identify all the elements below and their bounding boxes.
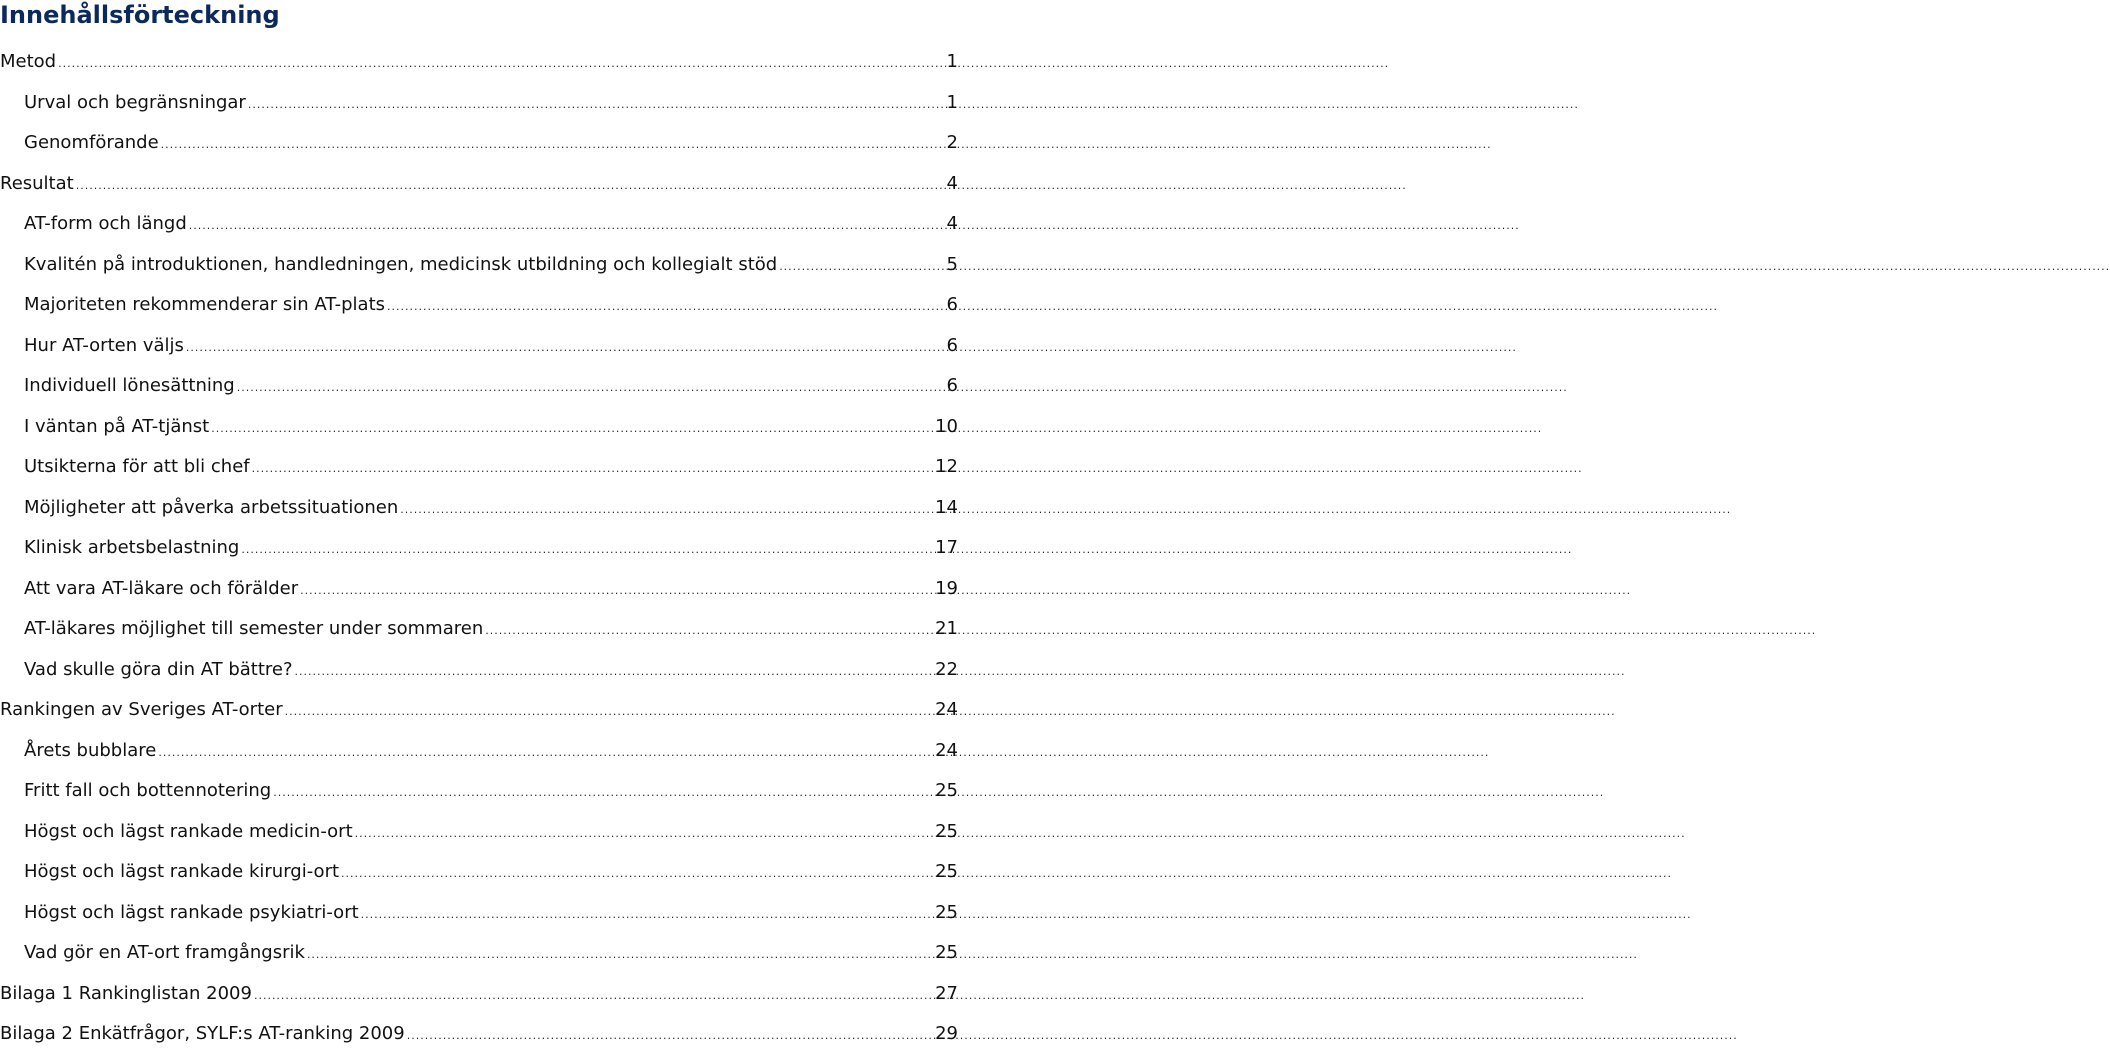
toc-entry[interactable] <box>0 650 958 691</box>
toc-dot-leader <box>307 935 933 976</box>
toc-entry-title: Majoriteten rekommenderar sin AT-plats <box>24 294 386 315</box>
toc-entry[interactable] <box>0 1014 958 1055</box>
toc-page-number: 25 <box>935 942 958 963</box>
toc-dot-leader <box>485 611 933 652</box>
toc-page-number: 1 <box>946 91 958 113</box>
toc-entry[interactable] <box>0 488 958 529</box>
toc-page-number: 25 <box>935 861 958 882</box>
toc-page-number: 6 <box>946 334 958 356</box>
toc-entry[interactable] <box>0 204 958 245</box>
toc-dot-leader <box>58 44 944 85</box>
toc-entry-title: Resultat <box>0 172 74 194</box>
toc-entry[interactable] <box>0 366 958 407</box>
toc-dot-leader <box>273 773 933 814</box>
toc-entry-title: Genomförande <box>24 132 159 153</box>
toc-dot-leader <box>341 854 933 895</box>
toc-entry[interactable] <box>0 933 958 974</box>
toc-entry-title: Vad gör en AT-ort framgångsrik <box>24 942 305 963</box>
toc-page-number: 6 <box>946 294 958 315</box>
toc-page-number: 25 <box>935 901 958 923</box>
toc-entry[interactable] <box>0 609 958 650</box>
toc-dot-leader <box>241 530 933 571</box>
toc-entry-title: Vad skulle göra din AT bättre? <box>24 658 293 680</box>
toc-entry-title: Högst och lägst rankade medicin-ort <box>24 820 353 842</box>
toc-dot-leader <box>248 85 945 126</box>
toc-entry[interactable] <box>0 407 958 448</box>
toc-entry[interactable] <box>0 974 958 1015</box>
toc-dot-leader <box>76 166 945 207</box>
toc-page-number: 4 <box>946 213 958 234</box>
toc-page-number: 29 <box>935 1023 958 1044</box>
toc-dot-leader <box>355 814 933 855</box>
toc-entry[interactable] <box>0 42 958 83</box>
toc-entry-title: Kvalitén på introduktionen, handledningen, medicinsk utbildning och kollegialt stöd <box>24 253 778 275</box>
toc-entry-title: Bilaga 2 Enkätfrågor, SYLF:s AT-ranking 2009 <box>0 1023 405 1044</box>
toc-page-number: 4 <box>946 172 958 194</box>
toc-entry-title: I väntan på AT-tjänst <box>24 415 210 437</box>
toc-page-number: 25 <box>935 780 958 801</box>
toc-entry-title: Utsikterna för att bli chef <box>24 456 250 477</box>
toc-dot-leader <box>161 125 945 166</box>
toc-entry[interactable] <box>0 569 958 610</box>
toc-page-number: 24 <box>935 699 958 720</box>
toc-dot-leader <box>300 571 933 612</box>
toc-dot-leader <box>387 287 945 328</box>
toc-list <box>0 42 958 1055</box>
toc-entry[interactable] <box>0 731 958 772</box>
toc-entry-title: AT-form och längd <box>24 213 187 234</box>
toc-entry-title: Att vara AT-läkare och förälder <box>24 577 299 599</box>
toc-entry[interactable] <box>0 83 958 124</box>
toc-page-number: 12 <box>935 456 958 477</box>
toc-entry[interactable] <box>0 285 958 326</box>
toc-entry-title: Individuell lönesättning <box>24 375 235 396</box>
toc-page-number: 5 <box>946 253 958 275</box>
toc-entry-title: Fritt fall och bottennotering <box>24 780 272 801</box>
toc-page-number: 17 <box>935 537 958 558</box>
toc-dot-leader <box>295 652 934 693</box>
toc-entry[interactable] <box>0 893 958 934</box>
toc-dot-leader <box>400 490 933 531</box>
toc-page-number: 22 <box>935 658 958 680</box>
toc-dot-leader <box>186 328 945 369</box>
toc-entry[interactable] <box>0 690 958 731</box>
toc-entry[interactable] <box>0 528 958 569</box>
toc-entry-title: Bilaga 1 Rankinglistan 2009 <box>0 982 252 1004</box>
toc-page-number: 1 <box>946 51 958 72</box>
toc-dot-leader <box>254 976 933 1017</box>
toc-entry[interactable] <box>0 326 958 367</box>
toc-page-number: 2 <box>946 132 958 153</box>
toc-dot-leader <box>285 692 933 733</box>
toc-entry[interactable] <box>0 771 958 812</box>
toc-entry-title: Klinisk arbetsbelastning <box>24 537 240 558</box>
toc-dot-leader <box>237 368 945 409</box>
toc-dot-leader <box>361 895 933 936</box>
toc-entry[interactable] <box>0 852 958 893</box>
toc-dot-leader <box>779 247 944 288</box>
toc-entry-title: AT-läkares möjlighet till semester under sommaren <box>24 618 484 639</box>
toc-entry[interactable] <box>0 164 958 205</box>
toc-entry[interactable] <box>0 447 958 488</box>
toc-page-number: 6 <box>946 375 958 396</box>
toc-page-number: 24 <box>935 739 958 761</box>
toc-page-number: 14 <box>935 496 958 518</box>
toc-entry[interactable] <box>0 812 958 853</box>
toc-heading: Innehållsförteckning <box>0 1 280 29</box>
toc-page-number: 10 <box>935 415 958 437</box>
toc-entry-title: Högst och lägst rankade psykiatri-ort <box>24 901 359 923</box>
toc-entry-title: Rankingen av Sveriges AT-orter <box>0 699 283 720</box>
toc-entry-title: Årets bubblare <box>24 739 157 761</box>
toc-dot-leader <box>407 1016 933 1057</box>
toc-entry-title: Metod <box>0 51 57 72</box>
toc-entry[interactable] <box>0 245 958 286</box>
toc-page-number: 19 <box>935 577 958 599</box>
toc-page-number: 27 <box>935 982 958 1004</box>
toc-entry-title: Urval och begränsningar <box>24 91 246 113</box>
toc-dot-leader <box>158 733 933 774</box>
toc-entry-title: Hur AT-orten väljs <box>24 334 184 356</box>
toc-dot-leader <box>189 206 945 247</box>
toc-dot-leader <box>211 409 933 450</box>
toc-entry-title: Högst och lägst rankade kirurgi-ort <box>24 861 340 882</box>
toc-entry[interactable] <box>0 123 958 164</box>
toc-entry-title: Möjligheter att påverka arbetssituationen <box>24 496 399 518</box>
toc-dot-leader <box>252 449 933 490</box>
toc-page-number: 21 <box>935 618 958 639</box>
toc-page-number: 25 <box>935 820 958 842</box>
